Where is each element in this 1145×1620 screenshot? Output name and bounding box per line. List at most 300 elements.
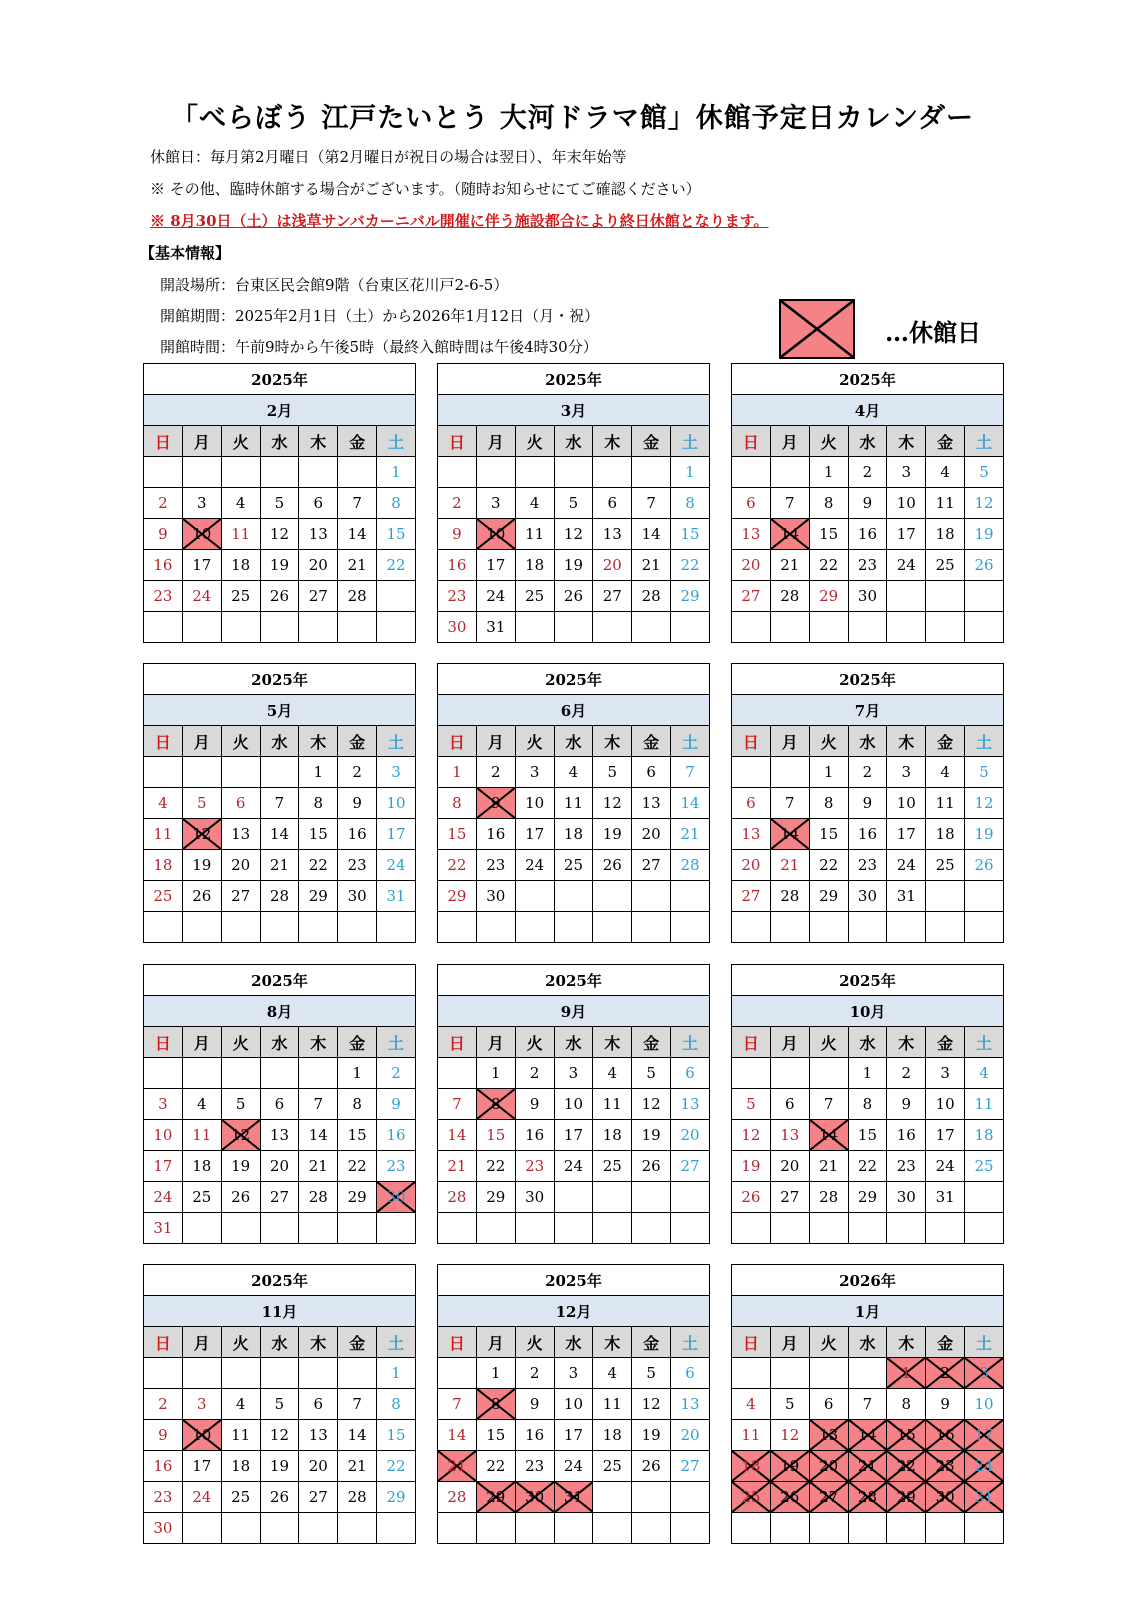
day-cell <box>965 1389 1004 1420</box>
weekday-header: 土 <box>965 426 1004 457</box>
day-number: 26 <box>641 1457 661 1475</box>
day-number: 5 <box>235 1095 246 1113</box>
empty-cell <box>515 1513 554 1544</box>
day-cell <box>438 1120 477 1151</box>
day-cell <box>770 881 809 912</box>
day-cell <box>476 1389 515 1420</box>
day-cell <box>260 1389 299 1420</box>
day-cell <box>554 550 593 581</box>
day-cell <box>515 788 554 819</box>
day-number: 1 <box>391 1364 401 1382</box>
day-number: 12 <box>602 794 622 812</box>
day-number: 3 <box>196 494 207 512</box>
day-cell <box>593 1451 632 1482</box>
day-number: 24 <box>896 856 916 874</box>
day-cell <box>221 1182 260 1213</box>
day-number: 9 <box>158 525 168 543</box>
day-cell <box>476 1120 515 1151</box>
empty-cell <box>476 912 515 943</box>
day-cell <box>299 581 338 612</box>
day-cell <box>299 819 338 850</box>
day-cell <box>809 757 848 788</box>
day-number: 7 <box>452 1395 462 1413</box>
day-number: 16 <box>386 1126 406 1144</box>
weekday-header: 月 <box>770 726 809 757</box>
day-number: 19 <box>641 1426 661 1444</box>
day-cell <box>144 881 183 912</box>
day-number: 21 <box>680 825 700 843</box>
month-calendar <box>143 964 416 1244</box>
day-cell <box>671 1389 710 1420</box>
day-number: 15 <box>680 525 700 543</box>
empty-cell <box>182 612 221 643</box>
day-number: 16 <box>447 556 467 574</box>
day-cell <box>338 881 377 912</box>
day-number: 4 <box>979 1064 989 1082</box>
day-number: 20 <box>308 1457 328 1475</box>
day-cell <box>632 819 671 850</box>
day-cell <box>848 1182 887 1213</box>
day-cell <box>144 1182 183 1213</box>
day-number: 2 <box>158 494 168 512</box>
day-number: 23 <box>386 1157 406 1175</box>
weekday-header: 水 <box>848 726 887 757</box>
day-cell <box>965 457 1004 488</box>
day-cell <box>809 850 848 881</box>
empty-cell <box>732 612 771 643</box>
day-number: 19 <box>231 1157 251 1175</box>
day-number: 26 <box>192 887 212 905</box>
day-cell <box>221 1420 260 1451</box>
day-cell <box>476 881 515 912</box>
day-cell <box>965 1089 1004 1120</box>
weekday-header: 木 <box>299 726 338 757</box>
empty-cell <box>377 612 416 643</box>
day-number: 12 <box>641 1095 661 1113</box>
day-number: 30 <box>935 1488 955 1506</box>
day-cell <box>887 1151 926 1182</box>
day-number: 3 <box>901 763 912 781</box>
day-cell <box>260 788 299 819</box>
day-number: 23 <box>153 587 173 605</box>
day-cell <box>182 519 221 550</box>
day-cell <box>671 1451 710 1482</box>
day-cell <box>809 819 848 850</box>
day-cell <box>299 1451 338 1482</box>
day-cell <box>299 1120 338 1151</box>
weekday-header: 木 <box>887 1327 926 1358</box>
day-number: 6 <box>646 763 656 781</box>
day-cell <box>182 1182 221 1213</box>
day-cell <box>182 550 221 581</box>
day-cell <box>144 850 183 881</box>
day-number: 1 <box>352 1064 362 1082</box>
day-cell <box>260 1182 299 1213</box>
day-number: 21 <box>641 556 661 574</box>
day-number: 26 <box>231 1188 251 1206</box>
day-number: 17 <box>486 556 506 574</box>
day-number: 4 <box>235 494 246 512</box>
empty-cell <box>221 612 260 643</box>
day-cell <box>593 1420 632 1451</box>
weekday-header: 水 <box>848 1027 887 1058</box>
day-cell <box>515 1089 554 1120</box>
day-cell <box>554 519 593 550</box>
day-number: 27 <box>308 587 328 605</box>
day-number: 26 <box>741 1188 761 1206</box>
day-number: 20 <box>780 1157 800 1175</box>
day-cell <box>671 581 710 612</box>
day-cell <box>515 1482 554 1513</box>
day-cell <box>377 788 416 819</box>
empty-cell <box>887 1513 926 1544</box>
day-cell <box>887 1120 926 1151</box>
empty-cell <box>732 1213 771 1244</box>
day-cell <box>299 1420 338 1451</box>
day-cell <box>515 1389 554 1420</box>
day-number: 13 <box>602 525 622 543</box>
day-cell <box>926 1420 965 1451</box>
calendar-month: 11月 <box>144 1296 416 1327</box>
day-cell <box>438 788 477 819</box>
day-cell <box>221 819 260 850</box>
month-calendar <box>731 663 1004 943</box>
day-cell <box>848 819 887 850</box>
day-cell <box>554 1389 593 1420</box>
day-cell <box>809 1089 848 1120</box>
day-cell <box>809 1120 848 1151</box>
empty-cell <box>221 1058 260 1089</box>
day-number: 7 <box>862 1395 873 1413</box>
day-number: 30 <box>525 1188 545 1206</box>
day-number: 6 <box>313 1395 324 1413</box>
empty-cell <box>438 912 477 943</box>
day-cell <box>965 1120 1004 1151</box>
day-number: 26 <box>974 856 994 874</box>
day-cell <box>144 819 183 850</box>
day-cell <box>438 1089 477 1120</box>
day-cell <box>887 1389 926 1420</box>
weekday-header: 金 <box>926 1327 965 1358</box>
day-number: 6 <box>746 794 756 812</box>
weekday-header: 金 <box>338 1027 377 1058</box>
day-number: 13 <box>741 825 761 843</box>
day-cell <box>260 488 299 519</box>
day-cell <box>260 1451 299 1482</box>
day-number: 10 <box>896 794 916 812</box>
weekday-header: 日 <box>732 1027 771 1058</box>
empty-cell <box>671 881 710 912</box>
day-number: 3 <box>568 1364 579 1382</box>
day-number: 24 <box>563 1157 583 1175</box>
day-cell <box>809 581 848 612</box>
day-cell <box>809 457 848 488</box>
weekday-header: 金 <box>926 426 965 457</box>
day-cell <box>848 1151 887 1182</box>
day-number: 5 <box>646 1364 656 1382</box>
day-cell <box>182 1451 221 1482</box>
day-number: 17 <box>896 825 916 843</box>
day-number: 5 <box>979 463 989 481</box>
empty-cell <box>732 1058 771 1089</box>
weekday-header: 火 <box>515 1027 554 1058</box>
day-number: 25 <box>602 1157 622 1175</box>
empty-cell <box>221 912 260 943</box>
day-number: 7 <box>274 794 285 812</box>
empty-cell <box>809 1513 848 1544</box>
day-number: 19 <box>780 1457 800 1475</box>
day-cell <box>144 1451 183 1482</box>
calendar-year: 2025年 <box>438 1265 710 1296</box>
day-number: 12 <box>741 1126 761 1144</box>
day-cell <box>632 519 671 550</box>
weekday-header: 土 <box>377 1027 416 1058</box>
day-cell <box>338 1420 377 1451</box>
empty-cell <box>593 457 632 488</box>
empty-cell <box>377 581 416 612</box>
day-cell <box>476 757 515 788</box>
day-cell <box>476 1420 515 1451</box>
day-cell <box>848 881 887 912</box>
day-number: 29 <box>486 1488 506 1506</box>
day-cell <box>671 757 710 788</box>
day-number: 12 <box>641 1395 661 1413</box>
empty-cell <box>671 612 710 643</box>
empty-cell <box>671 912 710 943</box>
day-cell <box>260 519 299 550</box>
weekday-header: 金 <box>632 1327 671 1358</box>
day-cell <box>182 1151 221 1182</box>
day-cell <box>632 788 671 819</box>
day-number: 19 <box>974 525 994 543</box>
day-cell <box>732 1151 771 1182</box>
day-cell <box>554 1151 593 1182</box>
empty-cell <box>809 1358 848 1389</box>
weekday-header: 火 <box>221 1327 260 1358</box>
day-number: 23 <box>896 1157 916 1175</box>
weekday-header: 日 <box>438 726 477 757</box>
day-number: 6 <box>274 1095 285 1113</box>
day-number: 16 <box>525 1426 545 1444</box>
day-cell <box>671 819 710 850</box>
calendar-year: 2025年 <box>438 364 710 395</box>
weekday-header: 火 <box>809 1327 848 1358</box>
month-calendar <box>731 1264 1004 1544</box>
weekday-header: 月 <box>182 726 221 757</box>
day-cell <box>377 488 416 519</box>
day-number: 14 <box>819 1126 839 1144</box>
day-number: 27 <box>819 1488 839 1506</box>
day-number: 22 <box>819 856 839 874</box>
day-number: 15 <box>486 1126 506 1144</box>
day-cell <box>515 1120 554 1151</box>
day-cell <box>965 550 1004 581</box>
weekday-header: 日 <box>438 426 477 457</box>
day-number: 17 <box>192 556 212 574</box>
empty-cell <box>260 912 299 943</box>
day-cell <box>632 850 671 881</box>
day-number: 9 <box>391 1095 401 1113</box>
weekday-header: 土 <box>671 1327 710 1358</box>
day-number: 7 <box>784 794 795 812</box>
day-cell <box>887 788 926 819</box>
day-cell <box>770 1120 809 1151</box>
weekday-header: 土 <box>671 726 710 757</box>
day-cell <box>515 1451 554 1482</box>
day-number: 1 <box>823 463 834 481</box>
empty-cell <box>887 612 926 643</box>
day-cell <box>144 788 183 819</box>
month-calendar <box>143 1264 416 1544</box>
day-number: 22 <box>308 856 328 874</box>
day-number: 18 <box>974 1126 994 1144</box>
day-number: 4 <box>940 763 950 781</box>
day-cell <box>260 850 299 881</box>
empty-cell <box>848 1213 887 1244</box>
empty-cell <box>554 1513 593 1544</box>
day-number: 31 <box>386 887 406 905</box>
calendar-year: 2025年 <box>144 664 416 695</box>
empty-cell <box>515 1213 554 1244</box>
weekday-header: 木 <box>593 1327 632 1358</box>
day-cell <box>182 488 221 519</box>
day-number: 11 <box>525 525 545 543</box>
day-number: 29 <box>308 887 328 905</box>
day-cell <box>260 550 299 581</box>
empty-cell <box>965 881 1004 912</box>
day-cell <box>515 757 554 788</box>
day-number: 20 <box>641 825 661 843</box>
day-number: 30 <box>857 887 877 905</box>
day-number: 29 <box>819 887 839 905</box>
day-cell <box>770 488 809 519</box>
day-number: 24 <box>486 587 506 605</box>
day-cell <box>221 788 260 819</box>
day-number: 9 <box>940 1395 950 1413</box>
day-cell <box>338 1089 377 1120</box>
day-cell <box>144 1213 183 1244</box>
day-cell <box>377 519 416 550</box>
day-number: 20 <box>741 556 761 574</box>
weekday-header: 水 <box>260 1027 299 1058</box>
day-number: 30 <box>347 887 367 905</box>
weekday-header: 日 <box>144 426 183 457</box>
day-number: 23 <box>857 856 877 874</box>
day-cell <box>554 581 593 612</box>
day-cell <box>377 1389 416 1420</box>
day-cell <box>732 550 771 581</box>
day-cell <box>144 519 183 550</box>
day-number: 30 <box>857 587 877 605</box>
day-number: 29 <box>896 1488 916 1506</box>
weekday-header: 月 <box>182 1327 221 1358</box>
weekday-header: 月 <box>182 1027 221 1058</box>
day-number: 30 <box>896 1188 916 1206</box>
empty-cell <box>593 1513 632 1544</box>
day-cell <box>221 550 260 581</box>
empty-cell <box>770 1358 809 1389</box>
empty-cell <box>593 1182 632 1213</box>
empty-cell <box>377 1513 416 1544</box>
day-cell <box>770 581 809 612</box>
day-number: 9 <box>490 794 501 812</box>
day-cell <box>299 1482 338 1513</box>
day-number: 3 <box>391 763 401 781</box>
day-number: 17 <box>386 825 406 843</box>
empty-cell <box>770 612 809 643</box>
empty-cell <box>593 612 632 643</box>
day-number: 10 <box>486 525 506 543</box>
empty-cell <box>515 612 554 643</box>
day-number: 26 <box>269 1488 289 1506</box>
empty-cell <box>926 1513 965 1544</box>
weekday-header: 土 <box>377 1327 416 1358</box>
day-cell <box>554 1089 593 1120</box>
day-cell <box>809 788 848 819</box>
empty-cell <box>848 1358 887 1389</box>
day-number: 15 <box>386 525 406 543</box>
day-number: 28 <box>347 587 367 605</box>
day-cell <box>887 457 926 488</box>
day-cell <box>770 850 809 881</box>
day-number: 22 <box>857 1157 877 1175</box>
weekday-header: 木 <box>299 1027 338 1058</box>
weekday-header: 金 <box>338 426 377 457</box>
day-number: 20 <box>680 1426 700 1444</box>
empty-cell <box>809 612 848 643</box>
day-cell <box>632 1389 671 1420</box>
day-cell <box>632 1420 671 1451</box>
day-cell <box>926 550 965 581</box>
day-cell <box>732 488 771 519</box>
empty-cell <box>377 1213 416 1244</box>
day-cell <box>965 1420 1004 1451</box>
day-number: 31 <box>153 1219 173 1237</box>
day-cell <box>515 519 554 550</box>
day-number: 1 <box>313 763 324 781</box>
day-number: 7 <box>784 494 795 512</box>
day-number: 2 <box>940 1364 950 1382</box>
empty-cell <box>515 881 554 912</box>
weekday-header: 木 <box>299 1327 338 1358</box>
day-number: 30 <box>525 1488 545 1506</box>
empty-cell <box>260 457 299 488</box>
weekday-header: 火 <box>515 726 554 757</box>
day-number: 28 <box>780 887 800 905</box>
day-number: 14 <box>308 1126 328 1144</box>
day-cell <box>926 1151 965 1182</box>
day-number: 10 <box>563 1095 583 1113</box>
day-number: 18 <box>153 856 173 874</box>
empty-cell <box>438 1213 477 1244</box>
weekday-header: 月 <box>770 426 809 457</box>
weekday-header: 水 <box>554 726 593 757</box>
day-cell <box>593 757 632 788</box>
weekday-header: 日 <box>144 726 183 757</box>
day-cell <box>732 519 771 550</box>
day-cell <box>260 1482 299 1513</box>
month-calendar <box>143 363 416 643</box>
day-cell <box>515 1358 554 1389</box>
day-cell <box>377 850 416 881</box>
day-number: 19 <box>269 556 289 574</box>
day-cell <box>260 819 299 850</box>
day-cell <box>515 1182 554 1213</box>
day-number: 2 <box>158 1395 168 1413</box>
day-number: 16 <box>896 1126 916 1144</box>
day-cell <box>732 819 771 850</box>
day-number: 2 <box>529 1064 540 1082</box>
